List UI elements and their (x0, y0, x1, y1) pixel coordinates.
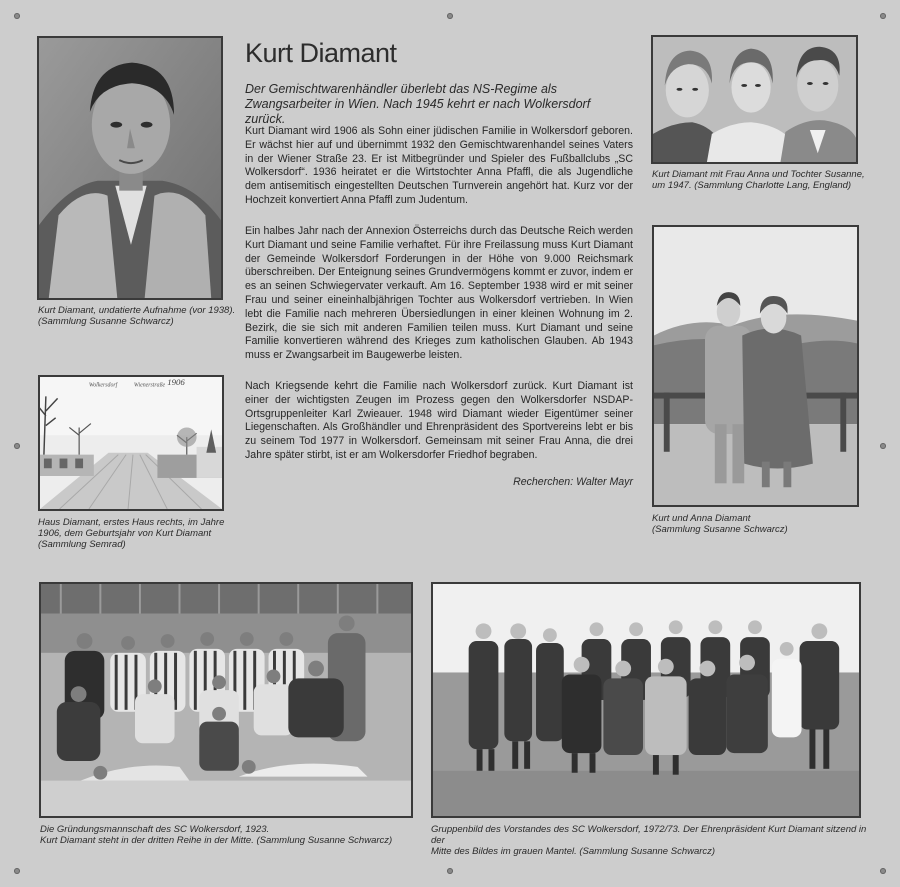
caption-line: Kurt Diamant mit Frau Anna und Tochter Susanne, (652, 169, 865, 180)
panel-screw (880, 13, 886, 19)
research-credit: Recherchen: Walter Mayr (513, 476, 633, 488)
page-title: Kurt Diamant (245, 38, 397, 68)
lead-text: Der Gemischtwarenhändler überlebt das NS-Regime als Zwangsarbeiter in Wien. Nach 1945 kehrt er nach Wolkersdorf zurück. (245, 82, 591, 126)
couple-caption (652, 513, 872, 535)
house-caption (38, 517, 238, 550)
caption-line: (Sammlung Susanne Schwarcz) (652, 524, 788, 535)
caption-line: Kurt und Anna Diamant (652, 513, 751, 524)
caption-line: 1906, dem Geburtsjahr von Kurt Diamant (38, 528, 212, 539)
team-caption (40, 824, 440, 846)
caption-line: Kurt Diamant, undatierte Aufnahme (vor 1938). (38, 305, 236, 316)
family-photo (651, 35, 858, 164)
portrait-photo (37, 36, 223, 300)
panel-screw (447, 868, 453, 874)
portrait-caption (38, 305, 238, 327)
caption-line: Kurt Diamant steht in der dritten Reihe in der Mitte. (Sammlung Susanne Schwarcz) (40, 835, 393, 846)
inscription-year: 1906 (167, 377, 185, 387)
paragraph-3: Nach Kriegsende kehrt die Familie nach Wolkersdorf zurück. Kurt Diamant ist einer der wichtigsten Zeugen im Prozess gegen den Wolkersdorfer NSDAP-Ortsgruppenleiter Karl Zwieauer. 1948 wird Diamant wieder Eigentümer seiner Liegenschaften. Als Großhändler und Ehrenpräsident des Sportvereins lebt er bis zu seinem Tod 1977 in Wolkersdorf. Gemeinsam mit seiner Frau Anna, die drei Jahre später stirbt, ist er am Wolkersdorfer Friedhof begraben. (245, 380, 633, 461)
panel-screw (880, 443, 886, 449)
caption-line: (Sammlung Semrad) (38, 539, 126, 550)
team-photo (39, 582, 413, 818)
caption-line: um 1947. (Sammlung Charlotte Lang, England) (652, 180, 852, 191)
caption-line: Mitte des Bildes im grauen Mantel. (Sammlung Susanne Schwarcz) (431, 846, 716, 857)
board-photo (431, 582, 861, 818)
caption-line: Haus Diamant, erstes Haus rechts, im Jahre (38, 517, 225, 528)
panel-screw (14, 868, 20, 874)
house-photo (38, 375, 224, 511)
family-caption (652, 169, 872, 191)
panel-screw (14, 13, 20, 19)
couple-photo (652, 225, 859, 507)
paragraph-2: Ein halbes Jahr nach der Annexion Österreichs durch das Deutsche Reich werden Kurt Diamant und seine Familie verhaftet. Für ihre Freilassung muss Kurt Diamant der Gemeinde Wolkersdorf Forderungen in der Höhe von 9.000 Reichsmark überschreiben. Der Enteignung seines Grundvermögens kommt er zuvor, indem er es an seinen Schwiegervater verkauft. Am 16. September 1938 wird er mit seiner Frau und seiner eineinhalbjährigen Tochter aus Wolkersdorf vertrieben. In Wien lebt die Familie nach mehreren Übersiedlungen in einer kleinen Wohnung im 2. Bezirk, die sie sich mit anderen Familien teilen muss. Kurt Diamant und seine Familie konvertieren während des Krieges zum katholischen Glauben. Ab 1943 muss er Zwangsarbeit im Baugewerbe leisten. (245, 225, 633, 362)
panel-screw (880, 868, 886, 874)
panel-screw (447, 13, 453, 19)
panel-screw (14, 443, 20, 449)
caption-line: Die Gründungsmannschaft des SC Wolkersdorf, 1923. (40, 824, 270, 835)
board-caption (431, 824, 871, 857)
paragraph-1: Kurt Diamant wird 1906 als Sohn einer jüdischen Familie in Wolkersdorf geboren. Er wächst hier auf und übernimmt 1932 den Gemischtwarenhandel seines Vaters in der Wiener Straße 23. Er ist Mitbegründer und Spieler des Fußballclubs „SC Wolkersdorf“. 1936 heiratet er die Wirtstochter Anna Pfaffl, die als Jugendliche dem antisemitisch eingestellten Deutschen Turnverein angehört hat. Kurz vor der Hochzeit konvertiert Anna Pfaffl zum Judentum. (245, 125, 633, 206)
caption-line: Gruppenbild des Vorstandes des SC Wolkersdorf, 1972/73. Der Ehrenpräsident Kurt Diamant sitzend in der (431, 824, 867, 846)
inscription-street: Wienerstraße (133, 382, 166, 389)
inscription-wolkersdorf: Wolkersdorf (88, 382, 118, 389)
caption-line: (Sammlung Susanne Schwarcz) (38, 316, 174, 327)
